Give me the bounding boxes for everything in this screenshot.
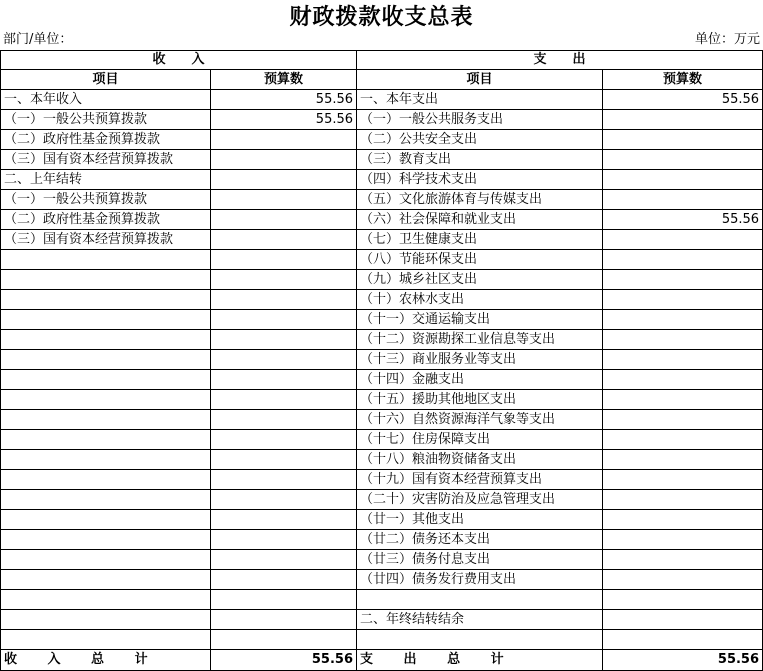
expense-item-cell: （二）公共安全支出	[357, 130, 603, 150]
income-item-cell	[1, 290, 211, 310]
expense-item-cell: （十七）住房保障支出	[357, 430, 603, 450]
expense-value-cell	[603, 110, 763, 130]
income-value-cell	[211, 210, 357, 230]
budget-table	[0, 50, 763, 671]
income-value-cell	[211, 450, 357, 470]
table-row	[1, 510, 763, 530]
table-row	[1, 290, 763, 310]
expense-value-cell: 55.56	[603, 90, 763, 110]
expense-value-cell	[603, 630, 763, 650]
expense-value-cell	[603, 190, 763, 210]
table-row	[1, 610, 763, 630]
expense-item-cell: （廿一）其他支出	[357, 510, 603, 530]
expense-item-cell: （十一）交通运输支出	[357, 310, 603, 330]
table-row	[1, 270, 763, 290]
section-header-row	[1, 51, 763, 70]
income-value-cell	[211, 470, 357, 490]
expense-item-cell: （十四）金融支出	[357, 370, 603, 390]
income-item-cell	[1, 590, 211, 610]
expense-total-label: 支 出 总 计	[357, 650, 603, 671]
expense-item-cell: （五）文化旅游体育与传媒支出	[357, 190, 603, 210]
income-section-header: 收 入	[1, 51, 357, 70]
income-value-cell	[211, 410, 357, 430]
expense-item-cell: （廿四）债务发行费用支出	[357, 570, 603, 590]
income-item-cell	[1, 310, 211, 330]
income-value-cell	[211, 550, 357, 570]
income-item-cell: 二、上年结转	[1, 170, 211, 190]
income-value-cell	[211, 510, 357, 530]
income-value-cell	[211, 570, 357, 590]
income-item-cell	[1, 610, 211, 630]
income-item-cell: 一、本年收入	[1, 90, 211, 110]
income-value-cell	[211, 390, 357, 410]
income-item-cell	[1, 530, 211, 550]
table-row	[1, 90, 763, 110]
income-item-cell: （三）国有资本经营预算拨款	[1, 230, 211, 250]
income-item-cell	[1, 410, 211, 430]
income-value-cell	[211, 610, 357, 630]
expense-value-cell	[603, 330, 763, 350]
expense-item-cell: （二十）灾害防治及应急管理支出	[357, 490, 603, 510]
expense-value-cell: 55.56	[603, 210, 763, 230]
expense-value-cell	[603, 510, 763, 530]
expense-item-cell: 二、年终结转结余	[357, 610, 603, 630]
income-value-cell	[211, 290, 357, 310]
expense-item-cell: （十五）援助其他地区支出	[357, 390, 603, 410]
income-item-header: 项目	[1, 70, 211, 90]
income-value-cell: 55.56	[211, 110, 357, 130]
expense-value-cell	[603, 270, 763, 290]
income-item-cell	[1, 470, 211, 490]
expense-value-cell	[603, 230, 763, 250]
income-value-cell: 55.56	[211, 90, 357, 110]
income-item-cell	[1, 630, 211, 650]
report-title: 财政拨款收支总表	[289, 5, 474, 30]
expense-item-cell: （三）教育支出	[357, 150, 603, 170]
expense-total-value: 55.56	[603, 650, 763, 671]
table-row	[1, 490, 763, 510]
expense-value-cell	[603, 590, 763, 610]
expense-section-header: 支 出	[357, 51, 763, 70]
expense-item-cell: 一、本年支出	[357, 90, 603, 110]
income-value-cell	[211, 310, 357, 330]
expense-value-cell	[603, 170, 763, 190]
income-value-cell	[211, 270, 357, 290]
income-item-cell	[1, 490, 211, 510]
income-item-cell	[1, 450, 211, 470]
income-item-cell: （一）一般公共预算拨款	[1, 110, 211, 130]
unit-label: 单位：万元	[694, 32, 760, 47]
table-row	[1, 450, 763, 470]
income-item-cell: （二）政府性基金预算拨款	[1, 210, 211, 230]
table-row	[1, 310, 763, 330]
expense-value-cell	[603, 350, 763, 370]
table-row	[1, 190, 763, 210]
table-row	[1, 210, 763, 230]
expense-item-cell: （九）城乡社区支出	[357, 270, 603, 290]
income-value-cell	[211, 370, 357, 390]
table-row	[1, 530, 763, 550]
table-row	[1, 550, 763, 570]
income-value-cell	[211, 530, 357, 550]
expense-budget-header: 预算数	[603, 70, 763, 90]
expense-value-cell	[603, 430, 763, 450]
expense-item-cell: （一）一般公共服务支出	[357, 110, 603, 130]
expense-value-cell	[603, 570, 763, 590]
table-row	[1, 350, 763, 370]
expense-item-cell: （十三）商业服务业等支出	[357, 350, 603, 370]
income-value-cell	[211, 490, 357, 510]
income-value-cell	[211, 170, 357, 190]
table-row	[1, 390, 763, 410]
expense-item-cell: （廿二）债务还本支出	[357, 530, 603, 550]
income-item-cell	[1, 430, 211, 450]
expense-value-cell	[603, 370, 763, 390]
expense-item-cell	[357, 630, 603, 650]
table-row	[1, 410, 763, 430]
expense-value-cell	[603, 410, 763, 430]
expense-value-cell	[603, 150, 763, 170]
income-item-cell	[1, 370, 211, 390]
expense-item-cell	[357, 590, 603, 610]
expense-value-cell	[603, 130, 763, 150]
expense-value-cell	[603, 250, 763, 270]
expense-item-cell: （廿三）债务付息支出	[357, 550, 603, 570]
table-row	[1, 330, 763, 350]
expense-value-cell	[603, 310, 763, 330]
income-item-cell	[1, 250, 211, 270]
income-item-cell	[1, 570, 211, 590]
table-row	[1, 150, 763, 170]
expense-item-cell: （四）科学技术支出	[357, 170, 603, 190]
income-item-cell: （三）国有资本经营预算拨款	[1, 150, 211, 170]
expense-value-cell	[603, 450, 763, 470]
department-label: 部门/单位：	[3, 32, 73, 47]
table-row	[1, 110, 763, 130]
table-row	[1, 370, 763, 390]
expense-value-cell	[603, 290, 763, 310]
expense-value-cell	[603, 550, 763, 570]
expense-item-cell: （十六）自然资源海洋气象等支出	[357, 410, 603, 430]
expense-item-cell: （十九）国有资本经营预算支出	[357, 470, 603, 490]
table-row	[1, 590, 763, 610]
table-row	[1, 430, 763, 450]
expense-item-cell: （七）卫生健康支出	[357, 230, 603, 250]
expense-value-cell	[603, 610, 763, 630]
income-item-cell	[1, 390, 211, 410]
table-row	[1, 250, 763, 270]
table-row	[1, 170, 763, 190]
income-item-cell	[1, 350, 211, 370]
table-row	[1, 230, 763, 250]
income-item-cell	[1, 510, 211, 530]
income-total-label: 收 入 总 计	[1, 650, 211, 671]
income-item-cell: （二）政府性基金预算拨款	[1, 130, 211, 150]
income-value-cell	[211, 230, 357, 250]
column-header-row	[1, 70, 763, 90]
expense-value-cell	[603, 390, 763, 410]
income-item-cell: （一）一般公共预算拨款	[1, 190, 211, 210]
income-item-cell	[1, 270, 211, 290]
income-total-value: 55.56	[211, 650, 357, 671]
income-value-cell	[211, 150, 357, 170]
income-item-cell	[1, 550, 211, 570]
income-value-cell	[211, 430, 357, 450]
income-value-cell	[211, 350, 357, 370]
table-row	[1, 130, 763, 150]
expense-item-cell: （十二）资源勘探工业信息等支出	[357, 330, 603, 350]
income-value-cell	[211, 190, 357, 210]
expense-value-cell	[603, 530, 763, 550]
income-value-cell	[211, 590, 357, 610]
total-row	[1, 650, 763, 671]
table-row	[1, 470, 763, 490]
expense-item-cell: （六）社会保障和就业支出	[357, 210, 603, 230]
expense-item-cell: （十八）粮油物资储备支出	[357, 450, 603, 470]
income-value-cell	[211, 330, 357, 350]
income-value-cell	[211, 250, 357, 270]
expense-value-cell	[603, 470, 763, 490]
expense-value-cell	[603, 490, 763, 510]
income-item-cell	[1, 330, 211, 350]
table-row	[1, 630, 763, 650]
expense-item-cell: （八）节能环保支出	[357, 250, 603, 270]
income-value-cell	[211, 130, 357, 150]
income-budget-header: 预算数	[211, 70, 357, 90]
expense-item-header: 项目	[357, 70, 603, 90]
expense-item-cell: （十）农林水支出	[357, 290, 603, 310]
income-value-cell	[211, 630, 357, 650]
table-row	[1, 570, 763, 590]
